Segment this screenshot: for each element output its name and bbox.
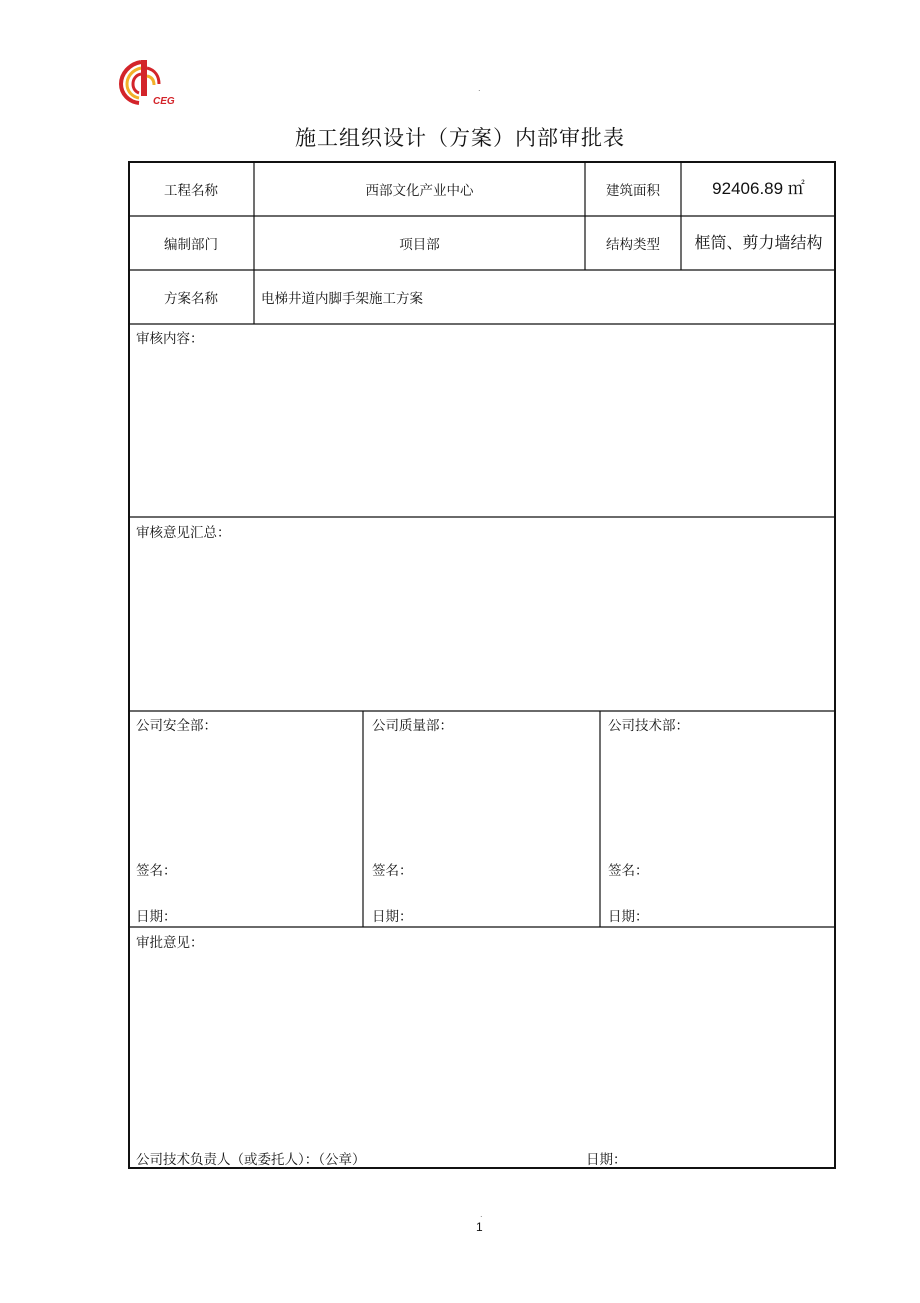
structure-label: 结构类型: [606, 237, 660, 253]
header-dot: .: [478, 84, 481, 93]
dept-safety-label: 公司安全部：: [136, 718, 217, 734]
plan-label: 方案名称: [164, 291, 218, 307]
footer-dot: .: [480, 1210, 483, 1219]
approval-label: 审批意见：: [136, 935, 204, 951]
review-summary-label: 审核意见汇总：: [136, 525, 231, 541]
dept-tech-date: 日期：: [608, 909, 649, 925]
page-number: 1: [476, 1220, 483, 1234]
dept-label: 编制部门: [164, 237, 218, 253]
review-content-label: 审核内容：: [136, 331, 204, 347]
dept-quality-date: 日期：: [372, 909, 413, 925]
dept-tech-label: 公司技术部：: [608, 718, 689, 734]
svg-text:CEG: CEG: [153, 96, 175, 106]
dept-quality-sign: 签名：: [372, 863, 413, 879]
structure-value: 框筒、剪力墙结构: [694, 232, 823, 252]
approval-signer: 公司技术负责人（或委托人）：（公章）: [136, 1152, 366, 1168]
dept-safety-date: 日期：: [136, 909, 177, 925]
area-value: 92406.89 ㎡: [712, 178, 805, 198]
dept-quality-label: 公司质量部：: [372, 718, 453, 734]
project-name-label: 工程名称: [164, 182, 218, 199]
area-label: 建筑面积: [606, 182, 660, 199]
approval-form: [128, 161, 836, 1169]
ceg-logo: [117, 58, 179, 106]
dept-safety-sign: 签名：: [136, 863, 177, 879]
dept-value: 项目部: [399, 237, 440, 253]
project-name-value: 西部文化产业中心: [365, 182, 474, 199]
plan-value: 电梯井道内脚手架施工方案: [261, 291, 423, 307]
ceg-logo-mark: [117, 58, 179, 106]
approval-date: 日期：: [586, 1152, 627, 1168]
dept-tech-sign: 签名：: [608, 863, 649, 879]
page-title: 施工组织设计（方案）内部审批表: [295, 126, 625, 150]
